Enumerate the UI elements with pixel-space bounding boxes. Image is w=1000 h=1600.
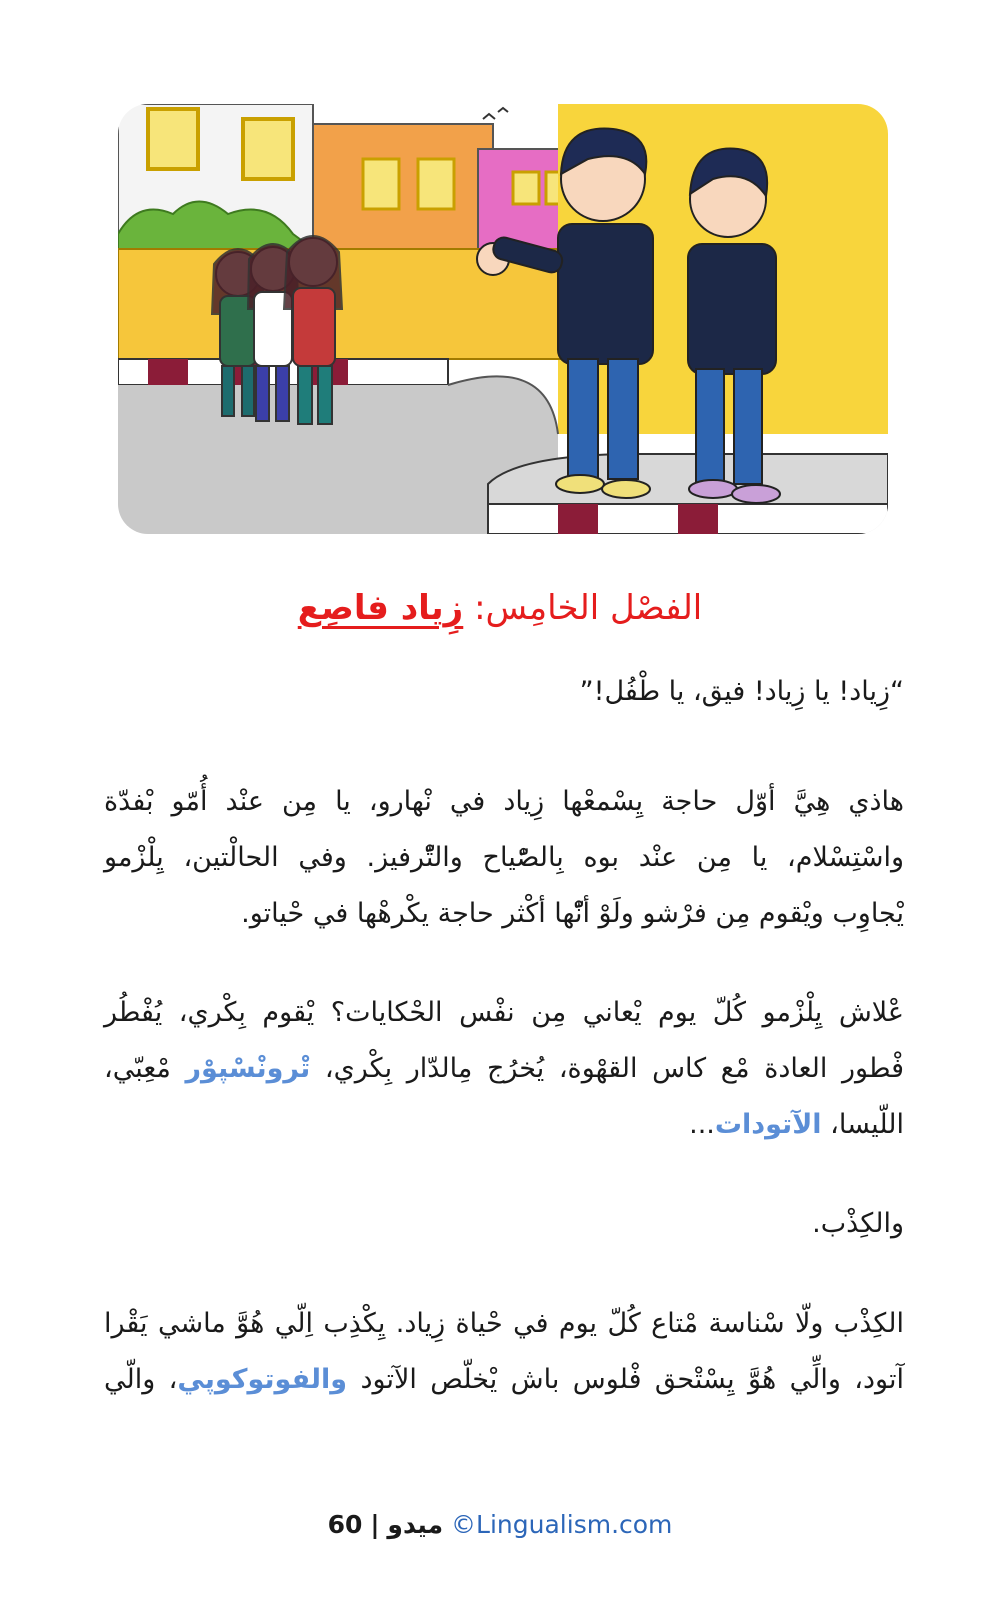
footer-separator: | — [370, 1510, 380, 1539]
paragraph-line: هاذي هِيَّ أوّل حاجة يِسْمعْها زِياد في نْهارو، يا مِن عنْد أُمّو بْفدّة — [104, 786, 904, 817]
paragraph-line: يْجاوِب ويْقوم مِن فرْشو ولَوْ أنّْها أكْثر حاجة يكْرهْها في حْياتو. — [241, 898, 904, 929]
paragraph-text: اللّيسا، — [821, 1109, 904, 1140]
paragraph-text: ، والّي — [104, 1364, 178, 1395]
chapter-prefix: الفصْل الخامِس: — [474, 588, 703, 628]
paragraph-text: فْطور العادة مْع كاس القهْوة، يُخرُج مِالدّار بِكْري، — [310, 1053, 905, 1084]
paragraph-2 — [104, 985, 904, 1153]
paragraph-line — [104, 1352, 904, 1408]
paragraph-line: عْلاش يِلْزْمو كُلّ يوم يْعاني مِن نفْس الحْكايات؟ يْقوم بِكْري، يُفْطُر — [104, 997, 904, 1028]
paragraph-line — [104, 1041, 904, 1097]
page-footer — [0, 1510, 1000, 1539]
chapter-title — [0, 588, 1000, 628]
paragraph-line: والكِذْب. — [812, 1208, 904, 1239]
page-number: 60 — [327, 1510, 363, 1539]
chapter-name: زِياد فاصِع — [297, 588, 464, 628]
paragraph-3 — [104, 1196, 904, 1252]
vocab-link-transport[interactable]: تْرونْسْپوْر — [185, 1053, 311, 1084]
paragraph-text: ... — [689, 1109, 715, 1140]
copyright-link[interactable]: ©Lingualism.com — [451, 1510, 673, 1539]
paragraph-line: واسْتِسْلام، يا مِن عنْد بوه بِالصّْياح والتّْرفيز. وفي الحالْتين، يِلْزْمو — [104, 842, 904, 873]
author-name: ميدو — [387, 1510, 444, 1539]
paragraph-line: الكِذْب ولّا سْناسة مْتاع كُلّ يوم في حْياة زِياد. يِكْذِب اِلّي هُوَّ ماشي يَقْرا — [104, 1308, 904, 1339]
quote-paragraph — [104, 664, 904, 720]
vocab-link-photocopy[interactable]: والفوتوكوپي — [177, 1364, 348, 1395]
paragraph-line — [104, 1097, 904, 1153]
paragraph-4 — [104, 1296, 904, 1408]
vocab-link-autobus[interactable]: الآتودات — [714, 1109, 822, 1140]
chapter-illustration — [118, 104, 888, 534]
paragraph-text: آتود، والِّي هُوَّ يِسْتْحق فْلوس باش يْخلّص الآتود — [347, 1364, 904, 1395]
quote-line: “زِياد! يا زِياد! فيق، يا طْفُل!” — [579, 676, 904, 707]
paragraph-text: مْعِبّي، — [104, 1053, 186, 1084]
paragraph-1 — [104, 774, 904, 942]
